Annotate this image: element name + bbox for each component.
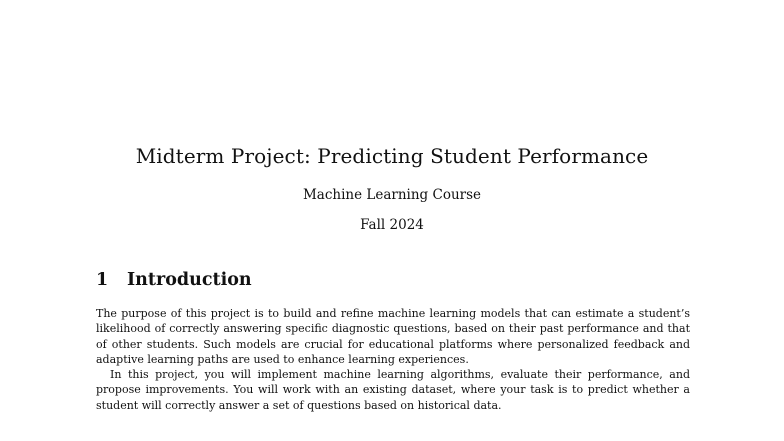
document-subtitle: Machine Learning Course: [302, 187, 482, 203]
paragraph-2: In this project, you will implement machine learning algorithms, evaluate their performance, and propose improvements. You will work with an existing dataset, where your task is to predict whether a student will correctly answer a set of questions based on historical data.: [96, 368, 690, 412]
paragraph-1: The purpose of this project is to build and refine machine learning models that can estimate a student’s likelihood of correctly answering specific diagnostic questions, based on their past performance and that of other students. Such models are crucial for educational platforms where personalized feedback and adaptive learning paths are used to enhance learning experiences.: [96, 307, 690, 366]
section-heading: [96, 270, 252, 290]
section-title: Introduction: [127, 270, 252, 290]
document-title: Midterm Project: Predicting Student Performance: [135, 144, 649, 168]
section-number: 1: [96, 270, 109, 290]
document-date: Fall 2024: [360, 217, 424, 233]
section-body: [96, 306, 690, 413]
